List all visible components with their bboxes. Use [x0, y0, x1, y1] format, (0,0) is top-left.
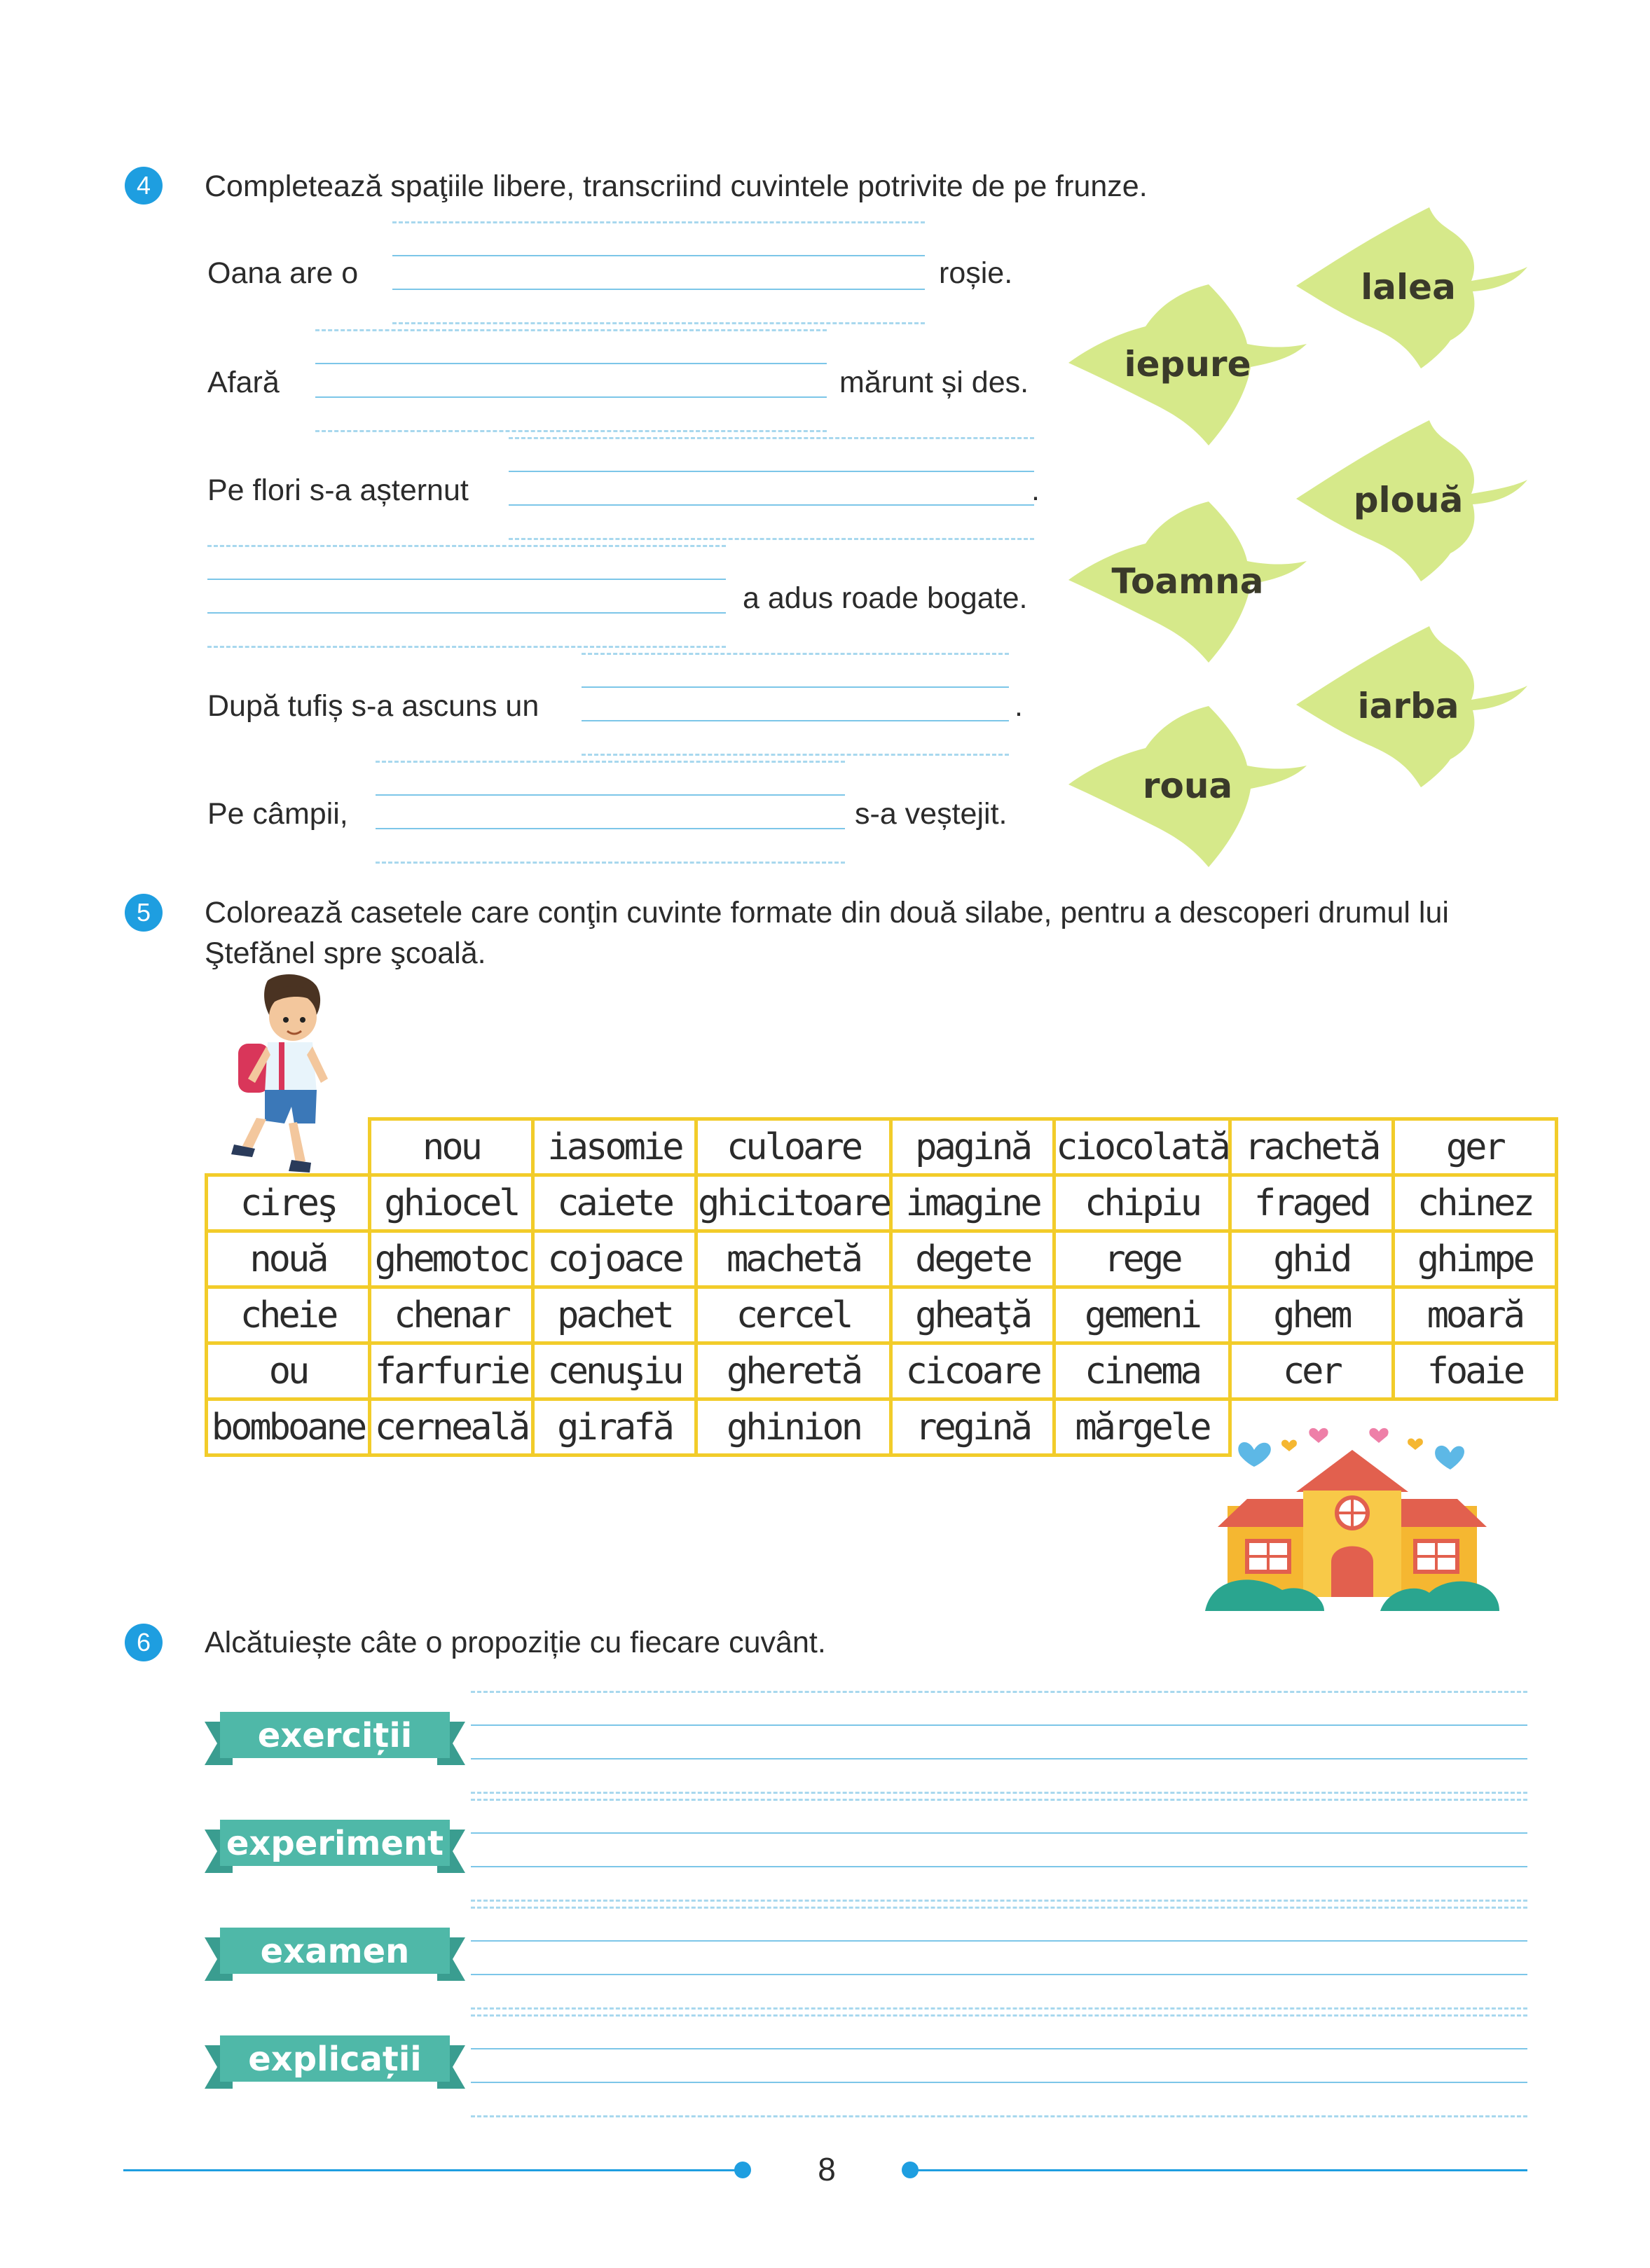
- grid-row: [207, 1175, 1557, 1231]
- sentence-5-after: .: [1015, 689, 1023, 723]
- exercise-5-number: 5: [125, 894, 163, 932]
- grid-cell[interactable]: foaie: [1393, 1343, 1556, 1399]
- grid-cell[interactable]: girafă: [533, 1399, 696, 1455]
- word-ribbon-experiment: [205, 1817, 465, 1876]
- sentence-2-before: Afară: [207, 366, 280, 399]
- word-grid: [205, 1117, 1558, 1457]
- word-ribbon-exercitii: [205, 1709, 465, 1768]
- grid-cell[interactable]: ghem: [1230, 1287, 1393, 1343]
- leaf-iarba[interactable]: [1289, 626, 1527, 787]
- grid-cell[interactable]: gheretă: [696, 1343, 891, 1399]
- sentence-6-after: s-a veștejit.: [855, 797, 1008, 831]
- grid-cell[interactable]: nouă: [207, 1231, 370, 1287]
- grid-row: [207, 1287, 1557, 1343]
- word-ribbon-explicatii: [205, 2033, 465, 2091]
- grid-cell[interactable]: rachetă: [1230, 1119, 1393, 1175]
- grid-cell[interactable]: moară: [1393, 1287, 1556, 1343]
- grid-cell[interactable]: mărgele: [1054, 1399, 1230, 1455]
- exercise-6-number: 6: [125, 1624, 163, 1661]
- grid-cell[interactable]: fraged: [1230, 1175, 1393, 1231]
- writing-line-1[interactable]: [392, 221, 925, 289]
- grid-cell[interactable]: pagină: [891, 1119, 1054, 1175]
- leaf-roua[interactable]: [1068, 706, 1307, 867]
- writing-line-5[interactable]: [582, 653, 1009, 720]
- leaf-word: iarba: [1357, 686, 1459, 726]
- grid-cell[interactable]: farfurie: [370, 1343, 533, 1399]
- ribbon-word: exerciții: [257, 1716, 413, 1755]
- sentence-1-after: roșie.: [939, 256, 1013, 290]
- writing-line-6[interactable]: [376, 761, 845, 828]
- grid-cell[interactable]: ghinion: [696, 1399, 891, 1455]
- grid-cell[interactable]: cireş: [207, 1175, 370, 1231]
- footer-rule-left: [123, 2169, 743, 2171]
- grid-cell[interactable]: cerneală: [370, 1399, 533, 1455]
- leaf-toamna[interactable]: [1068, 502, 1307, 663]
- sentence-writing-line-4[interactable]: [471, 2014, 1527, 2082]
- leaf-word: Toamna: [1111, 561, 1264, 602]
- grid-cell[interactable]: caiete: [533, 1175, 696, 1231]
- ribbon-word: examen: [260, 1932, 410, 1971]
- sentence-5-before: După tufiș s-a ascuns un: [207, 689, 539, 723]
- leaf-word: iepure: [1124, 344, 1251, 385]
- word-ribbon-examen: [205, 1925, 465, 1984]
- grid-cell[interactable]: gemeni: [1054, 1287, 1230, 1343]
- grid-cell[interactable]: nou: [370, 1119, 533, 1175]
- ribbon-word: experiment: [226, 1824, 444, 1863]
- sentence-writing-line-3[interactable]: [471, 1907, 1527, 1974]
- page-number: 8: [818, 2151, 836, 2187]
- grid-cell[interactable]: imagine: [891, 1175, 1054, 1231]
- grid-cell[interactable]: machetă: [696, 1231, 891, 1287]
- sentence-3-after: .: [1031, 473, 1040, 507]
- leaf-word: roua: [1142, 766, 1233, 806]
- school-illustration: [1205, 1422, 1499, 1618]
- grid-cell[interactable]: ghid: [1230, 1231, 1393, 1287]
- exercise-6-instruction: Alcătuiește câte o propoziție cu fiecare cuvânt.: [205, 1626, 826, 1659]
- grid-row: [207, 1119, 1557, 1175]
- leaf-word: plouă: [1353, 480, 1464, 520]
- sentence-2-after: mărunt și des.: [839, 366, 1029, 399]
- grid-cell[interactable]: bomboane: [207, 1399, 370, 1455]
- sentence-writing-line-2[interactable]: [471, 1799, 1527, 1866]
- sentence-1-before: Oana are o: [207, 256, 359, 290]
- grid-cell[interactable]: gheaţă: [891, 1287, 1054, 1343]
- exercise-4-number: 4: [125, 167, 163, 205]
- writing-line-3[interactable]: [509, 437, 1034, 504]
- grid-cell[interactable]: iasomie: [533, 1119, 696, 1175]
- leaf-iepure[interactable]: [1068, 284, 1307, 445]
- grid-cell[interactable]: cer: [1230, 1343, 1393, 1399]
- grid-cell[interactable]: cojoace: [533, 1231, 696, 1287]
- grid-cell[interactable]: cheie: [207, 1287, 370, 1343]
- sentence-writing-line-1[interactable]: [471, 1691, 1527, 1758]
- grid-cell[interactable]: chenar: [370, 1287, 533, 1343]
- footer-rule-right: [911, 2169, 1527, 2171]
- grid-row: [207, 1343, 1557, 1399]
- sentence-3-before: Pe flori s-a așternut: [207, 473, 469, 507]
- grid-cell[interactable]: cicoare: [891, 1343, 1054, 1399]
- grid-cell[interactable]: ghemotoc: [370, 1231, 533, 1287]
- grid-cell[interactable]: regină: [891, 1399, 1054, 1455]
- grid-cell[interactable]: ou: [207, 1343, 370, 1399]
- writing-line-2[interactable]: [315, 329, 827, 396]
- grid-cell[interactable]: cinema: [1054, 1343, 1230, 1399]
- grid-cell[interactable]: ghiocel: [370, 1175, 533, 1231]
- grid-cell[interactable]: ciocolată: [1054, 1119, 1230, 1175]
- writing-line-4[interactable]: [207, 545, 726, 612]
- grid-cell[interactable]: ger: [1393, 1119, 1556, 1175]
- grid-cell[interactable]: ghimpe: [1393, 1231, 1556, 1287]
- footer-dot-left: [734, 2162, 751, 2178]
- grid-cell[interactable]: cenuşiu: [533, 1343, 696, 1399]
- leaf-ploua[interactable]: [1289, 420, 1527, 581]
- ribbon-word: explicații: [248, 2040, 422, 2079]
- grid-cell[interactable]: degete: [891, 1231, 1054, 1287]
- leaf-word: lalea: [1361, 267, 1456, 307]
- sentence-6-before: Pe câmpii,: [207, 797, 348, 831]
- sentence-4-after: a adus roade bogate.: [743, 581, 1028, 615]
- exercise-5-instruction: Colorează casetele care conţin cuvinte formate din două silabe, pentru a descoperi drumul lui Ştefănel spre şcoală.: [205, 896, 1449, 970]
- grid-cell[interactable]: chinez: [1393, 1175, 1556, 1231]
- grid-cell[interactable]: rege: [1054, 1231, 1230, 1287]
- grid-cell[interactable]: cercel: [696, 1287, 891, 1343]
- grid-cell[interactable]: culoare: [696, 1119, 891, 1175]
- grid-cell-empty: [207, 1119, 370, 1175]
- grid-cell[interactable]: pachet: [533, 1287, 696, 1343]
- leaf-lalea[interactable]: [1289, 207, 1527, 368]
- grid-cell[interactable]: ghicitoare: [696, 1175, 891, 1231]
- grid-row: [207, 1231, 1557, 1287]
- exercise-4-instruction: Completează spaţiile libere, transcriind cuvintele potrivite de pe frunze.: [205, 170, 1148, 203]
- grid-cell[interactable]: chipiu: [1054, 1175, 1230, 1231]
